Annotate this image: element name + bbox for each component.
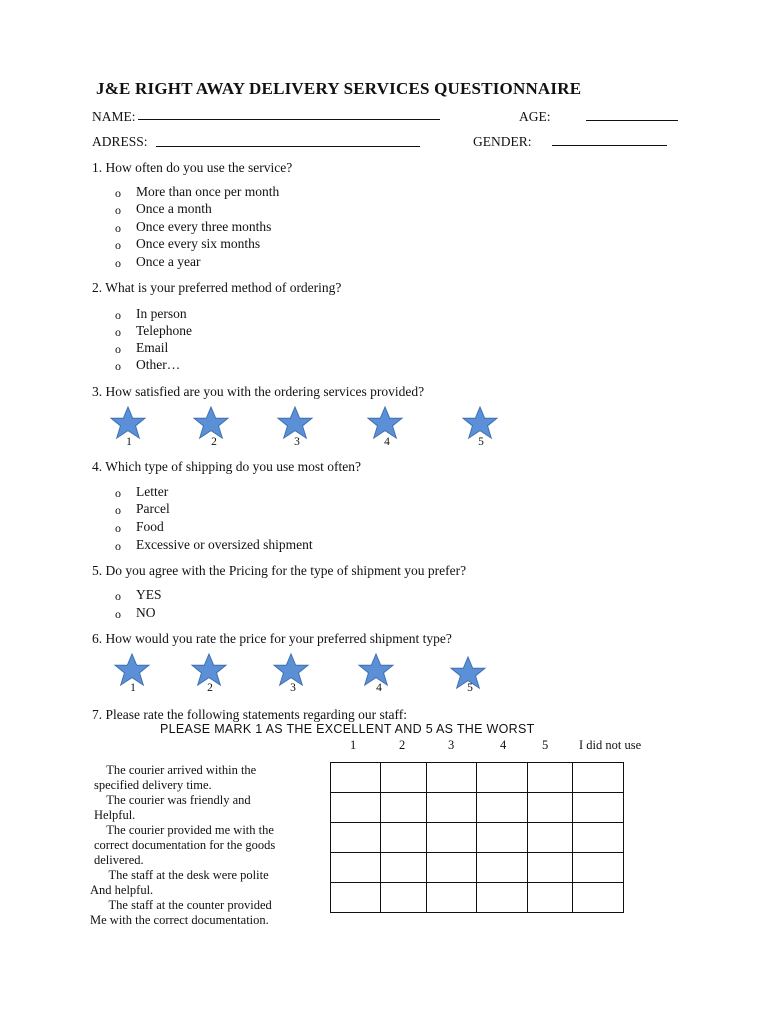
question-7: 7. Please rate the following statements regarding our staff:: [92, 707, 408, 722]
option-bullet[interactable]: o: [115, 521, 121, 535]
rating-cell[interactable]: [528, 883, 573, 913]
statement-3: The courier provided me with the correct documentation for the goods delivered.: [94, 823, 276, 867]
q2-option-4[interactable]: Other…: [136, 357, 181, 372]
rating-cell[interactable]: [427, 793, 477, 823]
option-bullet[interactable]: o: [115, 607, 121, 621]
table-row: [331, 823, 624, 853]
q1-option-5[interactable]: Once a year: [136, 254, 201, 269]
rating-cell[interactable]: [477, 793, 528, 823]
rating-cell[interactable]: [331, 883, 381, 913]
option-bullet[interactable]: o: [115, 359, 121, 373]
rating-cell[interactable]: [477, 823, 528, 853]
q4-option-4[interactable]: Excessive or oversized shipment: [136, 537, 313, 552]
page-title: J&E RIGHT AWAY DELIVERY SERVICES QUESTIONNAIRE: [96, 79, 582, 98]
rating-cell[interactable]: [573, 823, 624, 853]
rating-cell[interactable]: [427, 883, 477, 913]
rating-label: 5: [467, 682, 473, 694]
question-1: 1. How often do you use the service?: [92, 160, 293, 175]
option-bullet[interactable]: o: [115, 221, 121, 235]
rating-label: 5: [478, 436, 484, 448]
rating-label: 2: [207, 682, 213, 694]
rating-cell[interactable]: [381, 823, 427, 853]
star-icon[interactable]: [276, 406, 314, 440]
rating-cell[interactable]: [427, 763, 477, 793]
rating-cell[interactable]: [573, 853, 624, 883]
option-bullet[interactable]: o: [115, 186, 121, 200]
rating-cell[interactable]: [477, 853, 528, 883]
option-bullet[interactable]: o: [115, 238, 121, 252]
table-row: [331, 793, 624, 823]
q2-option-2[interactable]: Telephone: [136, 323, 193, 338]
rating-cell[interactable]: [477, 763, 528, 793]
rating-cell[interactable]: [427, 853, 477, 883]
q4-option-3[interactable]: Food: [136, 519, 164, 534]
question-3: 3. How satisfied are you with the ordering services provided?: [92, 384, 425, 399]
gender-label: GENDER:: [473, 134, 532, 149]
rating-cell[interactable]: [331, 763, 381, 793]
option-bullet[interactable]: o: [115, 308, 121, 322]
q1-option-1[interactable]: More than once per month: [136, 184, 280, 199]
rating-cell[interactable]: [573, 763, 624, 793]
column-header: 1: [350, 738, 357, 752]
star-icon[interactable]: [192, 406, 230, 440]
q1-option-3[interactable]: Once every three months: [136, 219, 272, 234]
gender-field[interactable]: [552, 145, 667, 146]
question-2: 2. What is your preferred method of ordering?: [92, 280, 342, 295]
rating-label: 1: [130, 682, 136, 694]
statement-2: The courier was friendly and Helpful.: [94, 793, 251, 822]
rating-cell[interactable]: [528, 763, 573, 793]
table-row: [331, 883, 624, 913]
option-bullet[interactable]: o: [115, 503, 121, 517]
option-bullet[interactable]: o: [115, 256, 121, 270]
q5-option-yes[interactable]: YES: [136, 587, 162, 602]
address-field[interactable]: [156, 146, 420, 147]
rating-cell[interactable]: [331, 823, 381, 853]
rating-cell[interactable]: [381, 763, 427, 793]
rating-cell[interactable]: [528, 823, 573, 853]
age-label: AGE:: [519, 109, 551, 124]
rating-cell[interactable]: [331, 793, 381, 823]
rating-label: 3: [290, 682, 296, 694]
rating-label: 1: [126, 436, 132, 448]
q4-option-2[interactable]: Parcel: [136, 501, 170, 516]
column-header: 3: [448, 738, 455, 752]
table-row: [331, 853, 624, 883]
rating-label: 4: [376, 682, 382, 694]
question-4: 4. Which type of shipping do you use most often?: [92, 459, 361, 474]
q1-option-2[interactable]: Once a month: [136, 201, 212, 216]
q2-option-1[interactable]: In person: [136, 306, 187, 321]
rating-label: 2: [211, 436, 217, 448]
option-bullet[interactable]: o: [115, 342, 121, 356]
rating-cell[interactable]: [427, 823, 477, 853]
rating-grid: [330, 762, 624, 913]
star-icon[interactable]: [109, 406, 147, 440]
statement-4: The staff at the desk were polite And helpful.: [90, 868, 269, 897]
option-bullet[interactable]: o: [115, 539, 121, 553]
statement-1: The courier arrived within the specified delivery time.: [94, 763, 257, 792]
option-bullet[interactable]: o: [115, 325, 121, 339]
question-5: 5. Do you agree with the Pricing for the type of shipment you prefer?: [92, 563, 467, 578]
table-row: [331, 763, 624, 793]
rating-cell[interactable]: [528, 793, 573, 823]
rating-label: 3: [294, 436, 300, 448]
rating-cell[interactable]: [477, 883, 528, 913]
star-icon[interactable]: [366, 406, 404, 440]
q1-option-4[interactable]: Once every six months: [136, 236, 261, 251]
rating-cell[interactable]: [528, 853, 573, 883]
rating-cell[interactable]: [331, 853, 381, 883]
column-header: 5: [542, 738, 549, 752]
rating-label: 4: [384, 436, 390, 448]
question-6: 6. How would you rate the price for your preferred shipment type?: [92, 631, 452, 646]
column-header: 2: [399, 738, 406, 752]
rating-instruction: PLEASE MARK 1 AS THE EXCELLENT AND 5 AS THE WORST: [160, 722, 535, 736]
option-bullet[interactable]: o: [115, 203, 121, 217]
option-bullet[interactable]: o: [115, 486, 121, 500]
name-label: NAME:: [92, 109, 136, 124]
star-icon[interactable]: [461, 406, 499, 440]
rating-cell[interactable]: [573, 883, 624, 913]
q4-option-1[interactable]: Letter: [136, 484, 169, 499]
q2-option-3[interactable]: Email: [136, 340, 169, 355]
rating-cell[interactable]: [381, 793, 427, 823]
name-field[interactable]: [138, 119, 440, 120]
column-header: I did not use: [579, 738, 642, 752]
rating-cell[interactable]: [573, 793, 624, 823]
address-label: ADRESS:: [92, 134, 148, 149]
statement-5: The staff at the counter provided Me with the correct documentation.: [90, 898, 272, 927]
q5-option-no[interactable]: NO: [136, 605, 156, 620]
option-bullet[interactable]: o: [115, 589, 121, 603]
rating-cell[interactable]: [381, 883, 427, 913]
rating-cell[interactable]: [381, 853, 427, 883]
column-header: 4: [500, 738, 507, 752]
age-field[interactable]: [586, 120, 678, 121]
